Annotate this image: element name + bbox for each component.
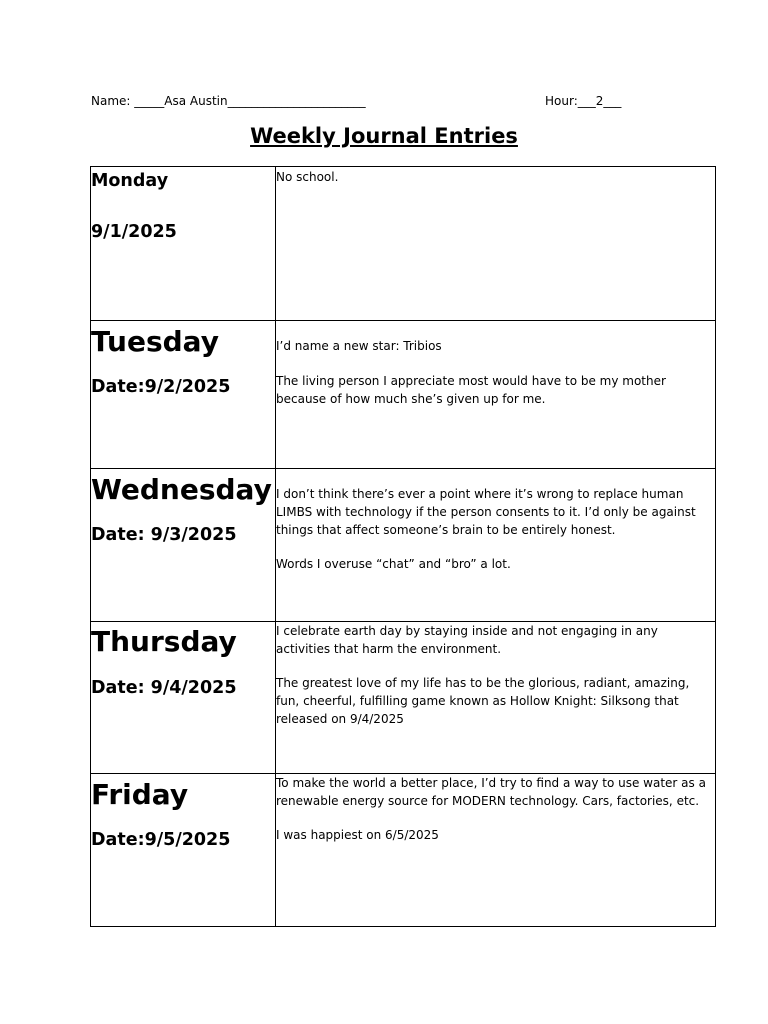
date-label: Date:9/2/2025 xyxy=(91,377,231,397)
journal-row-monday xyxy=(91,167,716,321)
day-cell xyxy=(91,167,276,321)
date-label: Date:9/5/2025 xyxy=(91,830,231,850)
day-cell xyxy=(91,321,276,469)
entry-cell xyxy=(276,774,716,927)
day-label: Friday xyxy=(91,778,189,811)
day-label: Wednesday xyxy=(91,473,272,506)
entry-text: No school. xyxy=(276,170,339,184)
entry-text: I’d name a new star: Tribios xyxy=(276,339,442,353)
journal-row-friday xyxy=(91,774,716,927)
day-cell xyxy=(91,469,276,622)
day-cell xyxy=(91,622,276,774)
day-label: Thursday xyxy=(91,625,237,658)
journal-table xyxy=(90,166,716,927)
day-label: Monday xyxy=(91,171,169,191)
entry-text: I was happiest on 6/5/2025 xyxy=(276,828,439,842)
page-title: Weekly Journal Entries xyxy=(250,124,518,148)
entry-text: I celebrate earth day by staying inside and not engaging in any activities that harm the environment. xyxy=(276,624,658,656)
day-label: Tuesday xyxy=(91,325,219,358)
name-line: Name: _____Asa Austin_______________________ xyxy=(91,94,366,108)
journal-row-tuesday xyxy=(91,321,716,469)
entry-cell xyxy=(276,469,716,622)
date-label: Date: 9/4/2025 xyxy=(91,678,237,698)
entry-text: Words I overuse “chat” and “bro” a lot. xyxy=(276,557,511,571)
date-label: 9/1/2025 xyxy=(91,222,177,242)
journal-row-wednesday xyxy=(91,469,716,622)
entry-text: I don’t think there’s ever a point where it’s wrong to replace human LIMBS with technology if the person consents to it. I’d only be against things that affect someone’s brain to be entirely honest. xyxy=(276,487,696,537)
journal-row-thursday xyxy=(91,622,716,774)
entry-text: The greatest love of my life has to be the glorious, radiant, amazing, fun, cheerful, fulfilling game known as Hollow Knight: Silksong that released on 9/4/2025 xyxy=(276,676,690,726)
date-label: Date: 9/3/2025 xyxy=(91,525,237,545)
day-cell xyxy=(91,774,276,927)
entry-cell xyxy=(276,167,716,321)
entry-text: The living person I appreciate most would have to be my mother because of how much she’s given up for me. xyxy=(276,374,666,406)
entry-cell xyxy=(276,622,716,774)
entry-cell xyxy=(276,321,716,469)
entry-text: To make the world a better place, I’d try to find a way to use water as a renewable energy source for MODERN technology. Cars, factories, etc. xyxy=(276,776,706,808)
hour-line: Hour:___2___ xyxy=(545,94,622,108)
